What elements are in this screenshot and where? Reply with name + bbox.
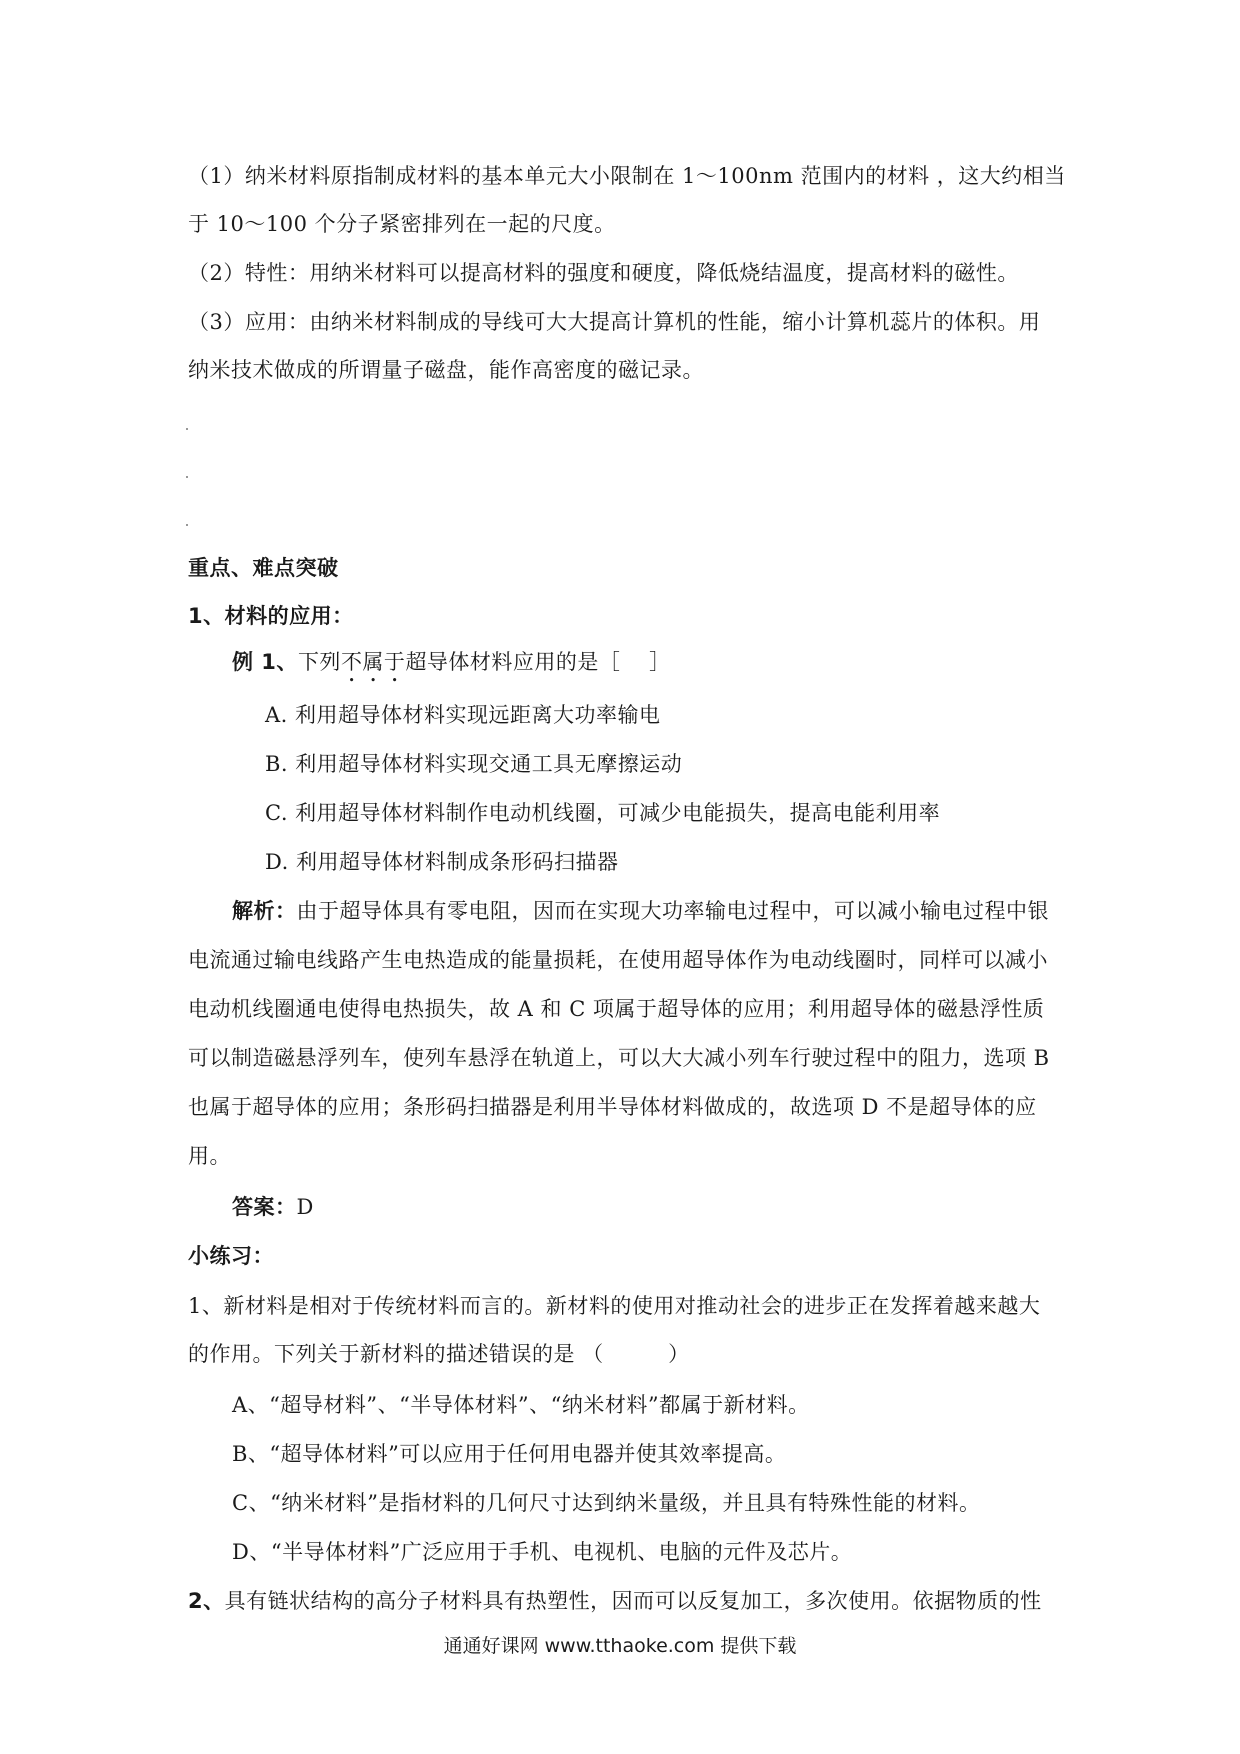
analysis-text-1: 由于超导体具有零电阻，因而在实现大功率输电过程中，可以减小输电过程中银 (296, 899, 1049, 923)
scan-dot (186, 524, 188, 526)
section-subtitle: 1、材料的应用： (188, 604, 354, 628)
scan-dot (186, 428, 188, 430)
analysis-line-2: 电流通过输电线路产生电热造成的能量损耗，在使用超导体作为电动线圈时，同样可以减小 (188, 948, 1048, 972)
intro-p1-line1: （1）纳米材料原指制成材料的基本单元大小限制在 1～100nm 范围内的材料 ，这大约相当 (188, 164, 1066, 188)
analysis-line-4: 可以制造磁悬浮列车，使列车悬浮在轨道上，可以大大减小列车行驶过程中的阻力，选项 B (188, 1046, 1050, 1070)
analysis-label: 解析： (232, 899, 297, 923)
answer-value: D (296, 1195, 314, 1219)
practice-q1-option-c: C、“纳米材料”是指材料的几何尺寸达到纳米量级，并且具有特殊性能的材料。 (232, 1491, 981, 1515)
analysis-line-5: 也属于超导体的应用；条形码扫描器是利用半导体材料做成的，故选项 D 不是超导体的应 (188, 1095, 1037, 1119)
example-option-b: B. 利用超导体材料实现交通工具无摩擦运动 (265, 752, 683, 776)
practice-q2-number: 2、 (188, 1589, 225, 1613)
answer-label: 答案： (232, 1195, 297, 1219)
practice-q1-option-a: A、“超导材料”、“半导体材料”、“纳米材料”都属于新材料。 (232, 1393, 810, 1417)
practice-q1-line2: 的作用。下列关于新材料的描述错误的是 （ ） (188, 1342, 690, 1366)
example-label: 例 1、 (232, 650, 298, 674)
example-option-d: D. 利用超导体材料制成条形码扫描器 (265, 850, 619, 874)
section-title: 重点、难点突破 (188, 556, 339, 580)
page-footer: 通通好课网 www.tthaoke.com 提供下载 (443, 1635, 797, 1657)
practice-q2-text: 具有链状结构的高分子材料具有热塑性，因而可以反复加工，多次使用。依据物质的性 (224, 1589, 1042, 1613)
example-stem-emphasis: 不属于 (340, 650, 406, 674)
example-stem-pre: 下列 (297, 650, 341, 674)
practice-q1-line1: 1、新材料是相对于传统材料而言的。新材料的使用对推动社会的进步正在发挥着越来越大 (188, 1294, 1041, 1318)
intro-p3-line2: 纳米技术做成的所谓量子磁盘，能作高密度的磁记录。 (188, 358, 704, 382)
analysis-line-3: 电动机线圈通电使得电热损失，故 A 和 C 项属于超导体的应用；利用超导体的磁悬浮性质 (188, 997, 1045, 1021)
practice-title: 小练习： (188, 1244, 274, 1268)
intro-p1-line2: 于 10～100 个分子紧密排列在一起的尺度。 (188, 212, 616, 236)
example-option-c: C. 利用超导体材料制作电动机线圈，可减少电能损失，提高电能利用率 (265, 801, 941, 825)
intro-p2: （2）特性：用纳米材料可以提高材料的强度和硬度，降低烧结温度，提高材料的磁性。 (188, 261, 1019, 285)
example-stem (232, 646, 671, 687)
scan-dot (186, 476, 188, 478)
practice-q1-option-b: B、“超导体材料”可以应用于任何用电器并使其效率提高。 (232, 1442, 787, 1466)
analysis-line-1 (232, 895, 1049, 927)
example-option-a: A. 利用超导体材料实现远距离大功率输电 (265, 703, 661, 727)
answer-line (232, 1191, 314, 1223)
intro-p3-line1: （3）应用：由纳米材料制成的导线可大大提高计算机的性能，缩小计算机蕊片的体积。用 (188, 310, 1041, 334)
analysis-line-6: 用。 (188, 1144, 231, 1168)
practice-q1-option-d: D、“半导体材料”广泛应用于手机、电视机、电脑的元件及芯片。 (232, 1540, 853, 1564)
practice-q2-line1 (188, 1585, 1042, 1617)
example-stem-post: 超导体材料应用的是［ ］ (405, 650, 671, 674)
